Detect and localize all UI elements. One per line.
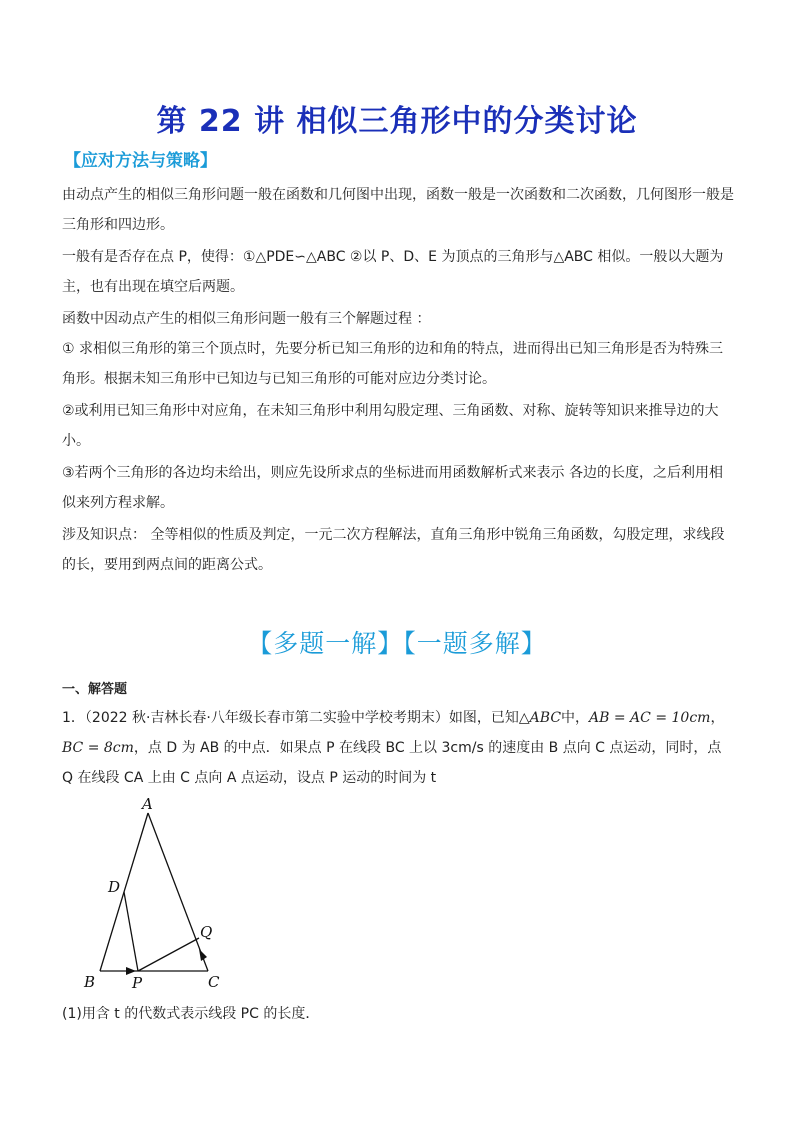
paragraph-process: 函数中因动点产生的相似三角形问题一般有三个解题过程 ： — [62, 311, 431, 327]
problem-source: 1．（2022 秋·吉林长春·八年级长春市第二实验中学校考期末）如图，已知 — [62, 710, 519, 726]
question-1: (1)用含 t 的代数式表示线段 PC 的长度． — [62, 1006, 320, 1022]
label-q: Q — [200, 923, 213, 941]
segment-pq — [138, 938, 199, 971]
center-heading: 【多题一解】【一题多解】 — [247, 629, 547, 658]
triangle-abc: △ABC — [518, 710, 562, 726]
paragraph-existence: 一般有是否存在点 P，使得：①△PDE∽△ABC ②以 P、D、E 为顶点的三角形与△ABC 相似。一般以大题为主，也有出现在填空后两题。 — [62, 249, 724, 295]
problem-conditions: ，点 D 为 AB 的中点．如果点 P 在线段 BC 上以 3cm/s 的速度由 B 点向 C 点运动，同时，点 Q 在线段 CA 上由 C 点向 A 点运动，设点 P 运动的时间为 t — [62, 740, 722, 786]
page-title: 第 22 讲 相似三角形中的分类讨论 — [156, 104, 638, 139]
paragraph-step-1: ① 求相似三角形的第三个顶点时，先要分析已知三角形的边和角的特点，进而得出已知三角形是否为特殊三角形。根据未知三角形中已知边与已知三角形的可能对应边分类讨论。 — [62, 341, 723, 387]
paragraph-knowledge: 涉及知识点： 全等相似的性质及判定，一元二次方程解法，直角三角形中锐角三角函数，勾股定理，求线段的长，要用到两点间的距离公式。 — [62, 527, 725, 573]
problem-mid: 中， — [561, 710, 590, 726]
segment-ac — [148, 813, 208, 971]
equation-bc: BC = 8cm — [62, 740, 134, 756]
equation-ab-ac: AB = AC = 10cm — [589, 710, 711, 726]
label-b: B — [84, 973, 96, 991]
paragraph-step-2: ②或利用已知三角形中对应角，在未知三角形中利用勾股定理、三角函数、对称、旋转等知识来推导边的大小。 — [62, 403, 719, 449]
triangle-figure — [80, 795, 260, 995]
arrow-c-to-a-icon — [199, 949, 207, 961]
paragraph-step-3: ③若两个三角形的各边均未给出，则应先设所求点的坐标进而用函数解析式来表示 各边的长度，之后利用相似来列方程求解。 — [62, 465, 723, 511]
label-p: P — [132, 974, 143, 992]
section-label-strategy: 【应对方法与策略】 — [64, 151, 217, 171]
problem-1-text — [62, 703, 734, 793]
sub-heading-answer-questions: 一、解答题 — [62, 682, 128, 697]
paragraph-intro: 由动点产生的相似三角形问题一般在函数和几何图中出现，函数一般是一次函数和二次函数，几何图形一般是三角形和四边形。 — [62, 187, 734, 233]
label-c: C — [208, 973, 220, 991]
label-a: A — [142, 795, 153, 813]
segment-dp — [124, 892, 138, 971]
label-d: D — [108, 878, 121, 896]
problem-comma: ， — [710, 710, 725, 726]
